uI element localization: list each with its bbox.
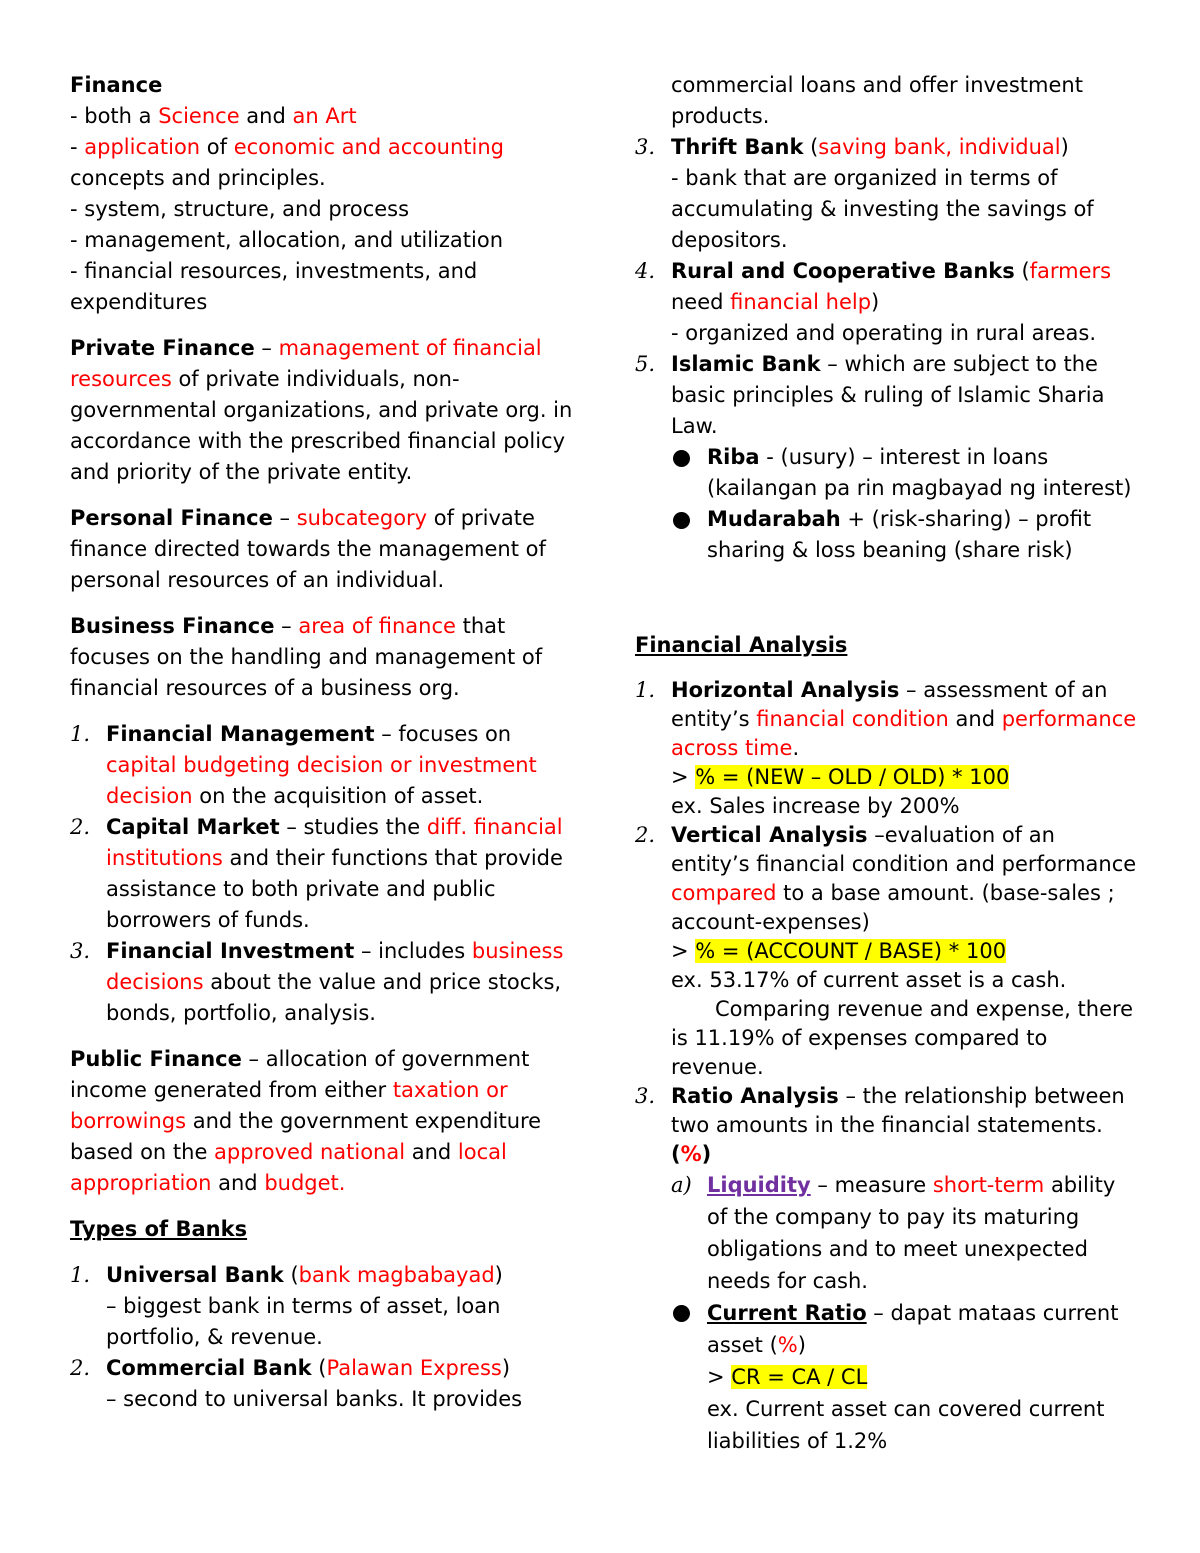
- text: (: [803, 135, 819, 159]
- term: Ratio Analysis: [671, 1084, 839, 1108]
- term: Thrift Bank: [671, 135, 804, 159]
- red-text: an Art: [292, 104, 357, 128]
- red-text: performance across time: [671, 707, 1137, 760]
- text: commercial loans and offer investment products.: [671, 73, 1083, 128]
- red-text: approved national: [214, 1140, 406, 1164]
- example-line: ex. 53.17% of current asset is a cash.: [671, 968, 1067, 992]
- text: that focuses on the handling and management of financial resources of a business org.: [70, 614, 543, 700]
- text: of: [200, 135, 234, 159]
- financial-analysis-list: [635, 676, 1140, 1457]
- text: - both a: [70, 104, 159, 128]
- term: Financial Investment: [106, 939, 355, 963]
- red-text: compared: [671, 881, 777, 905]
- list-item: [635, 256, 1140, 349]
- highlighted-formula: % = (NEW – OLD / OLD) * 100: [695, 765, 1010, 789]
- text: of private finance directed towards the management of personal resources of an individual.: [70, 506, 546, 592]
- right-column: [635, 70, 1140, 1457]
- red-text: %: [680, 1142, 702, 1166]
- text: ability of the company to pay its maturing obligations and to meet unexpected needs for cash.: [707, 1173, 1116, 1293]
- bullet-item: [671, 504, 1140, 566]
- red-text: subcategory: [296, 506, 428, 530]
- text: of private individuals, non-governmental organizations, and private org. in accordance with the prescribed financial policy and priority of the private entity.: [70, 367, 573, 484]
- list-number: 1.: [635, 678, 656, 702]
- text: on the acquisition of asset.: [192, 784, 484, 808]
- example-line: ex. Current asset can covered current liabilities of 1.2%: [707, 1397, 1105, 1453]
- term: Liquidity: [707, 1173, 811, 1197]
- types-of-banks-heading: Types of Banks: [70, 1217, 248, 1241]
- red-text: business decisions: [106, 939, 564, 994]
- item-description: - bank that are organized in terms of accumulating & investing the savings of depositors.: [671, 166, 1094, 252]
- bullet-icon: [673, 1305, 690, 1322]
- text: – the relationship between two amounts in the financial statements.: [671, 1084, 1125, 1137]
- text: (: [311, 1356, 327, 1380]
- text: and: [211, 1171, 265, 1195]
- list-item: [635, 349, 1140, 442]
- red-text: saving bank, individual: [818, 135, 1061, 159]
- list-number: 4.: [635, 259, 656, 283]
- text: >: [707, 1365, 732, 1389]
- list-number: 3.: [635, 135, 656, 159]
- red-text: %: [777, 1333, 798, 1357]
- text: ): [871, 290, 880, 314]
- list-number: 5.: [635, 352, 656, 376]
- highlighted-formula: % = (ACCOUNT / BASE) * 100: [695, 939, 1007, 963]
- private-finance-paragraph: [70, 333, 575, 488]
- business-finance-paragraph: [70, 611, 575, 704]
- red-text: management of financial resources: [70, 336, 542, 391]
- term: Private Finance: [70, 336, 255, 360]
- item-description: – biggest bank in terms of asset, loan portfolio, & revenue.: [106, 1294, 501, 1349]
- list-item: [635, 821, 1140, 1082]
- red-text: capital budgeting decision or investment decision: [106, 753, 537, 808]
- text: .: [792, 736, 800, 760]
- text: – measure: [810, 1173, 933, 1197]
- text: to a base amount. (base-sales ; account-expenses): [671, 881, 1115, 934]
- list-number: 2.: [635, 823, 656, 847]
- text: and: [405, 1140, 458, 1164]
- text: and their functions that provide assistance to both private and public borrowers of funds.: [106, 846, 563, 932]
- financial-analysis-heading: Financial Analysis: [635, 633, 848, 657]
- red-text: application: [84, 135, 201, 159]
- red-text: Science: [158, 104, 240, 128]
- sub-list-item: [671, 1169, 1140, 1297]
- list-item: [70, 812, 575, 936]
- term: Commercial Bank: [106, 1356, 312, 1380]
- text: + (risk-sharing) – profit sharing & loss beaning (share risk): [707, 507, 1092, 562]
- finance-title: Finance: [70, 73, 163, 97]
- red-text: local appropriation: [70, 1140, 507, 1195]
- list-item: [70, 936, 575, 1029]
- term: Current Ratio: [707, 1301, 867, 1325]
- red-text: farmers: [1029, 259, 1112, 283]
- red-text: bank magbabayad: [298, 1263, 495, 1287]
- text: (: [671, 1142, 681, 1166]
- text: about the value and price stocks, bonds, portfolio, analysis.: [106, 970, 562, 1025]
- highlighted-formula: CR = CA / CL: [731, 1365, 868, 1389]
- finance-line-1: [70, 101, 575, 132]
- list-item: [70, 1353, 575, 1415]
- text: – assessment of an entity’s: [671, 678, 1108, 731]
- bullet-icon: [673, 512, 690, 529]
- text: and the government expenditure based on the: [70, 1109, 542, 1164]
- public-finance-paragraph: [70, 1044, 575, 1199]
- text: and: [239, 104, 293, 128]
- list-number: 1.: [70, 1263, 91, 1287]
- text: ): [701, 1142, 712, 1166]
- red-text: Palawan Express: [326, 1356, 502, 1380]
- list-number: 2.: [70, 1356, 91, 1380]
- list-item: [635, 132, 1140, 256]
- text: – dapat mataas current asset (: [707, 1301, 1119, 1357]
- finance-section: [70, 70, 575, 318]
- text: ): [1060, 135, 1069, 159]
- red-text: financial help: [730, 290, 872, 314]
- text: – includes: [354, 939, 472, 963]
- red-text: economic and accounting: [233, 135, 505, 159]
- list-item: [635, 1082, 1140, 1457]
- list-number: 2.: [70, 815, 91, 839]
- text: >: [671, 765, 696, 789]
- term: Business Finance: [70, 614, 275, 638]
- text: –: [274, 614, 299, 638]
- text: (: [283, 1263, 299, 1287]
- text: –: [254, 336, 279, 360]
- text: ): [494, 1263, 503, 1287]
- list-item: [70, 1260, 575, 1353]
- red-text: taxation or borrowings: [70, 1078, 508, 1133]
- text: –evaluation of an entity’s financial condition and performance: [671, 823, 1137, 876]
- text: >: [671, 939, 696, 963]
- formula-line: [707, 1361, 1140, 1393]
- banks-list: [70, 1260, 575, 1415]
- finance-line-6: - financial resources, investments, and: [70, 259, 478, 283]
- term: Public Finance: [70, 1047, 242, 1071]
- finance-line-5: - management, allocation, and utilization: [70, 228, 504, 252]
- business-finance-list: [70, 719, 575, 1029]
- item-description: – second to universal banks. It provides: [106, 1387, 523, 1411]
- text: –: [272, 506, 297, 530]
- term: Vertical Analysis: [671, 823, 868, 847]
- text: -: [70, 135, 85, 159]
- bullet-icon: [673, 450, 690, 467]
- text: ): [797, 1333, 806, 1357]
- red-text: area of finance: [298, 614, 456, 638]
- text: – focuses on: [374, 722, 512, 746]
- personal-finance-paragraph: [70, 503, 575, 596]
- text: and: [948, 707, 1002, 731]
- term: Capital Market: [106, 815, 280, 839]
- text: - (usury) – interest in loans (kailangan pa rin magbayad ng interest): [707, 445, 1132, 500]
- term: Islamic Bank: [671, 352, 821, 376]
- term: Mudarabah: [707, 507, 841, 531]
- finance-line-3: concepts and principles.: [70, 166, 326, 190]
- bullet-item: [671, 442, 1140, 504]
- term: Financial Management: [106, 722, 375, 746]
- list-letter: a): [671, 1173, 692, 1197]
- term: Riba: [707, 445, 760, 469]
- text: – allocation of government income generated from either: [70, 1047, 530, 1102]
- bullet-item: [671, 1297, 1140, 1457]
- finance-line-2: [70, 132, 575, 163]
- list-item: [70, 719, 575, 812]
- finance-line-4: - system, structure, and process: [70, 197, 410, 221]
- finance-line-7: expenditures: [70, 290, 208, 314]
- text: ): [501, 1356, 511, 1380]
- list-item-continued: [635, 70, 1140, 132]
- formula-line: [671, 763, 1140, 792]
- text: need: [671, 290, 731, 314]
- example-line: ex. Sales increase by 200%: [671, 794, 960, 818]
- note-line: Comparing revenue and expense, there is 11.19% of expenses compared to revenue.: [671, 997, 1134, 1079]
- red-text: budget.: [264, 1171, 346, 1195]
- term: Universal Bank: [106, 1263, 284, 1287]
- term: Personal Finance: [70, 506, 273, 530]
- list-number: 3.: [635, 1084, 656, 1108]
- text: – studies the: [279, 815, 427, 839]
- item-description: - organized and operating in rural areas.: [671, 321, 1097, 345]
- list-item: [635, 676, 1140, 821]
- list-number: 3.: [70, 939, 91, 963]
- red-text: financial condition: [756, 707, 949, 731]
- left-column: [70, 70, 575, 1415]
- text: – which are subject to the basic principles & ruling of Islamic Sharia Law.: [671, 352, 1105, 438]
- list-number: 1.: [70, 722, 91, 746]
- term: Horizontal Analysis: [671, 678, 900, 702]
- term: Rural and Cooperative Banks: [671, 259, 1015, 283]
- text: (: [1014, 259, 1030, 283]
- formula-line: [671, 937, 1140, 966]
- red-text: short-term: [932, 1173, 1045, 1197]
- red-text: diff. financial institutions: [106, 815, 563, 870]
- islamic-sublist: [635, 442, 1140, 566]
